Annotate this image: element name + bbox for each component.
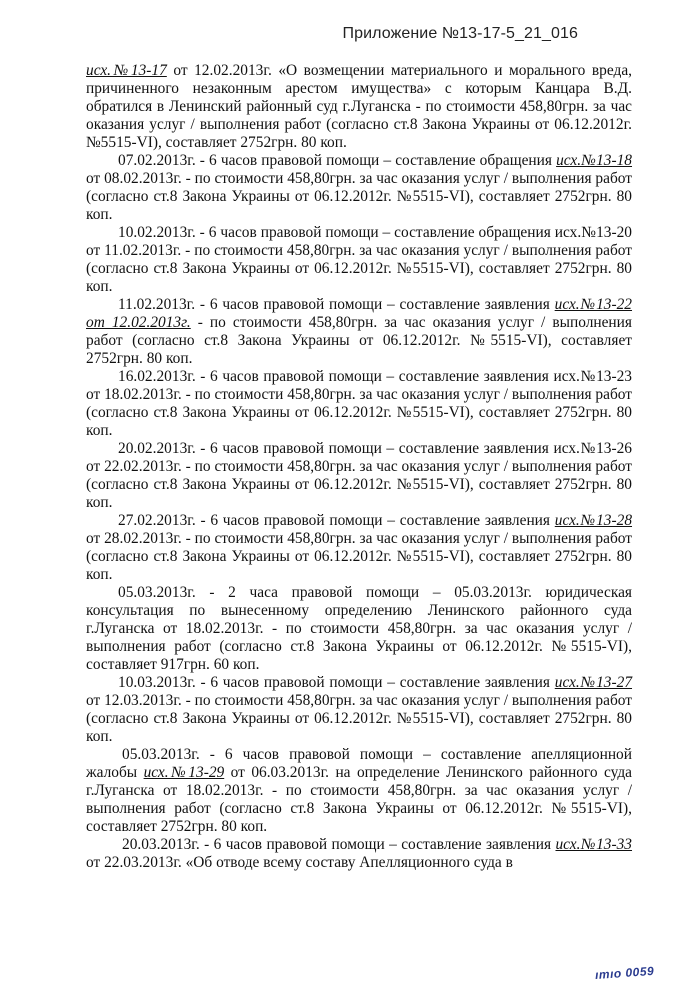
paragraph-text: 10.03.2013г. - 6 часов правовой помощи – составление заявления	[118, 674, 555, 691]
paragraph-text: от 08.02.2013г. - по стоимости 458,80грн. за час оказания услуг / выполнения работ (согласно ст.8 Закона Украины от 06.12.2012г. №5515-VI), составляет 2752грн. 80 коп.	[86, 170, 632, 223]
paragraph-text: от 06.03.2013г. на определение Ленинского районного суда г.Луганска от 18.02.2013г. - по стоимости 458,80грн. за час оказания услуг / выполнения работ (согласно ст.8 Закона Украины от 06.12.2012г. №5515-VI), составляет 2752грн. 80 коп.	[86, 764, 633, 835]
entry-paragraph	[86, 368, 632, 440]
entry-paragraph	[86, 674, 632, 746]
paragraph-text: от 12.02.2013г. «О возмещении материального и морального вреда, причиненного незаконным арестом имущества» с которым Канцара В.Д. обратился в Ленинский районный суд г.Луганска - по стоимости 458,80грн. за час оказания услуг / выполнения работ (согласно ст.8 Закона Украины от 06.12.2012г. №5515-VI), составляет 2752грн. 80 коп.	[86, 62, 632, 151]
document-reference: исх.№13-18	[556, 152, 633, 169]
paragraph-text: 05.03.2013г. - 2 часа правовой помощи – 05.03.2013г. юридическая консультация по вынесенному определению Ленинского районного суда г.Луганска от 18.02.2013г. - по стоимости 458,80грн. за час оказания услуг / выполнения работ (согласно ст.8 Закона Украины от 06.12.2012г. №5515-VI), составляет 917грн. 60 коп.	[86, 584, 632, 673]
paragraph-text: 11.02.2013г. - 6 часов правовой помощи – составление заявления	[118, 296, 555, 313]
entry-paragraph	[86, 440, 632, 512]
paragraph-text: 20.02.2013г. - 6 часов правовой помощи – составление заявления исх.№13-26 от 22.02.2013г. - по стоимости 458,80грн. за час оказания услуг / выполнения работ (согласно ст.8 Закона Украины от 06.12.2012г. №5515-VI), составляет 2752грн. 80 коп.	[86, 440, 632, 511]
document-reference: исх.№13-33	[555, 836, 633, 853]
entry-paragraph	[86, 746, 632, 836]
document-reference: исх.№13-17	[86, 62, 167, 79]
document-body	[86, 62, 632, 872]
document-reference: исх.№13-22 от 12.02.2013г.	[86, 296, 633, 331]
paragraph-text: 16.02.2013г. - 6 часов правовой помощи – составление заявления исх.№13-23 от 18.02.2013г. - по стоимости 458,80грн. за час оказания услуг / выполнения работ (согласно ст.8 Закона Украины от 06.12.2012г. №5515-VI), составляет 2752грн. 80 коп.	[86, 368, 632, 439]
document-reference: исх.№13-29	[143, 764, 225, 781]
paragraph-text: - по стоимости 458,80грн. за час оказания услуг / выполнения работ (согласно ст.8 Закона Украины от 06.12.2012г. №5515-VI), составляет 2752грн. 80 коп.	[86, 314, 632, 367]
paragraph-text: 07.02.2013г. - 6 часов правовой помощи – составление обращения	[118, 152, 557, 169]
document-reference: исх.№13-28	[554, 512, 633, 529]
paragraph-text: от 12.03.2013г. - по стоимости 458,80грн. за час оказания услуг / выполнения работ (согласно ст.8 Закона Украины от 06.12.2012г. №5515-VI), составляет 2752грн. 80 коп.	[86, 692, 632, 745]
entry-paragraph	[86, 512, 632, 584]
paragraph-text: 27.02.2013г. - 6 часов правовой помощи – составление заявления	[118, 512, 555, 529]
paragraph-text: 20.03.2013г. - 6 часов правовой помощи – составление заявления	[122, 836, 556, 853]
paragraph-text: 10.02.2013г. - 6 часов правовой помощи – составление обращения исх.№13-20 от 11.02.2013г. - по стоимости 458,80грн. за час оказания услуг / выполнения работ (согласно ст.8 Закона Украины от 06.12.2012г. №5515-VI), составляет 2752грн. 80 коп.	[86, 224, 632, 295]
paragraph-text: 05.03.2013г. - 6 часов правовой помощи – составление апелляционной жалобы	[86, 746, 632, 781]
appendix-header: Приложение №13-17-5_21_016	[342, 25, 578, 42]
entry-paragraph	[86, 584, 632, 674]
page-stamp: ımıo 0059	[594, 963, 655, 983]
paragraph-text: от 22.03.2013г. «Об отводе всему составу Апелляционного суда в	[86, 854, 513, 871]
entry-paragraph	[86, 836, 632, 872]
entry-paragraph	[86, 296, 632, 368]
document-reference: исх.№13-27	[554, 674, 633, 691]
paragraph-text: от 28.02.2013г. - по стоимости 458,80грн. за час оказания услуг / выполнения работ (согласно ст.8 Закона Украины от 06.12.2012г. №5515-VI), составляет 2752грн. 80 коп.	[86, 530, 632, 583]
entry-paragraph	[86, 62, 632, 152]
entry-paragraph	[86, 224, 632, 296]
entry-paragraph	[86, 152, 632, 224]
